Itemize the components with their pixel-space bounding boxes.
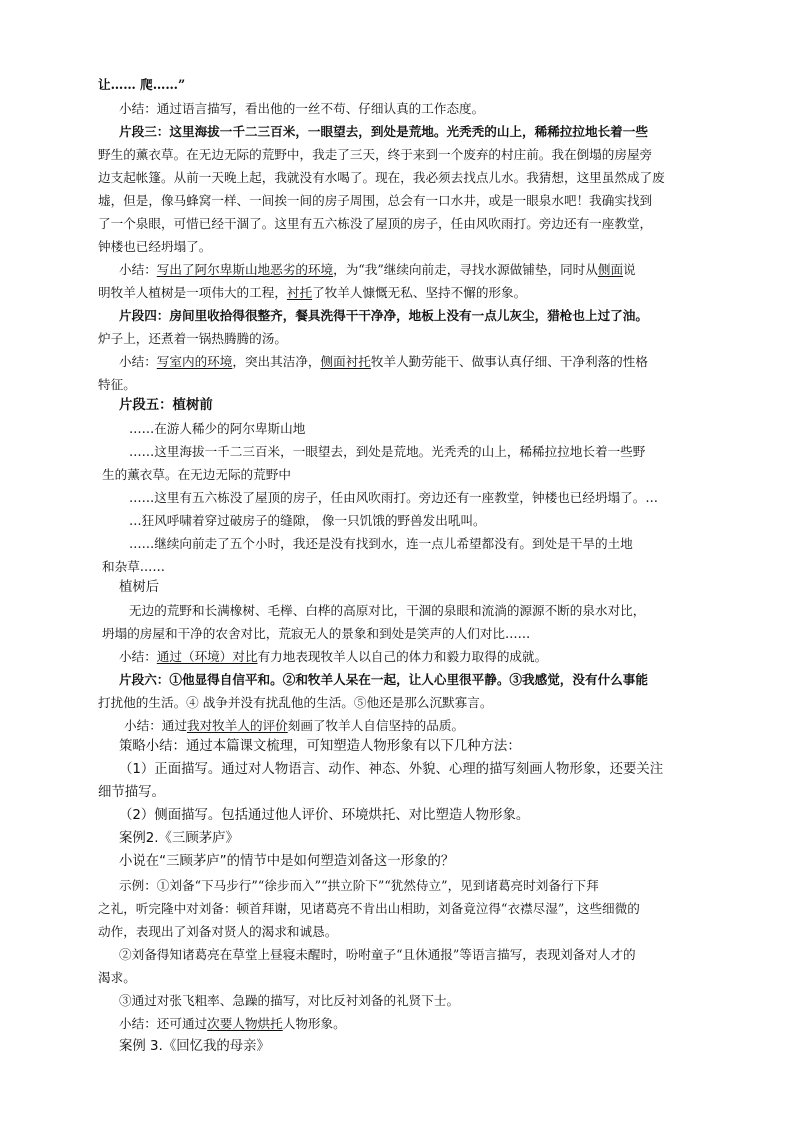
summary-text: 明牧羊人植树是一项伟大的工程， <box>98 285 287 300</box>
excerpt-four-text: 片段四：房间里收拾得很整齐，餐具洗得干干净净，地板上没有一点儿灰尘，猎枪也上过了油。 <box>119 308 648 323</box>
quote-ending: 让…… 爬……” <box>98 77 186 92</box>
summary-line <box>98 283 526 303</box>
example-answer-line: 之礼，听完隆中对刘备：顿首拜谢，见诸葛亮不肯出山相助，刘备竟泣得“衣襟尽湿”，这些细微的 <box>98 901 640 916</box>
example-answer-line: 示例：①刘备“下马步行”“徐步而入”“拱立阶下”“犹然侍立”，见到诸葛亮时刘备行下拜 <box>119 878 599 893</box>
excerpt-five-line: 和杂草…… <box>102 559 165 574</box>
excerpt-three-line: 了一个泉眼，可惜已经干涸了。这里有五六栋没了屋顶的房子，任由风吹雨打。旁边还有一座教堂， <box>98 216 653 231</box>
after-planting-heading: 植树后 <box>119 580 160 595</box>
example-answer-line: ③通过对张飞粗率、急躁的描写，对比反衬刘备的礼贤下士。 <box>119 993 460 1008</box>
case-two-title: 案例2.《三顾茅庐》 <box>119 831 239 846</box>
excerpt-four-line <box>119 306 648 326</box>
excerpt-three-line: 野生的薰衣草。在无边无际的荒野中，我走了三天，终于来到一个废弃的村庄前。我在倒塌的房屋旁 <box>98 147 653 162</box>
strategy-summary: 策略小结：通过本篇课文梳理，可知塑造人物形象有以下几种方法： <box>119 739 521 754</box>
underlined-phrase: 侧面 <box>597 262 624 277</box>
example-answer-line: 动作，表现出了刘备对贤人的渴求和诚恳。 <box>98 924 338 939</box>
strategy-point-1-cont: 细节描写。 <box>98 785 165 800</box>
underlined-phrase: 次要人物烘托 <box>207 1016 283 1031</box>
summary-prefix: 小结： <box>119 354 157 369</box>
summary-prefix: 小结：通过 <box>124 718 187 733</box>
excerpt-five-line: 生的薰衣草。在无边无际的荒野中 <box>102 467 291 482</box>
summary-prefix: 小结： <box>119 262 157 277</box>
underlined-phrase: 写室内的环境 <box>156 354 233 369</box>
summary-prefix: 小结：还可通过 <box>119 1016 208 1031</box>
summary-text: 了牧羊人慷慨无私、坚持不懈的形象。 <box>312 285 527 300</box>
summary-text: 说 <box>623 262 636 277</box>
underlined-phrase: 衬托 <box>286 285 313 300</box>
excerpt-three-line: 边支起帐篷。从前一天晚上起，我就没有水喝了。现在，我必须去找点儿水。我猜想，这里虽然成了废 <box>98 170 665 185</box>
underlined-phrase: 通过（环境）对比 <box>156 649 258 664</box>
excerpt-six-line: 打扰他的生活。④ 战争并没有扰乱他的生活。⑤他还是那么沉默寡言。 <box>98 695 493 710</box>
after-planting-line: 坍塌的房屋和干净的农舍对比，荒寂无人的景象和到处是笑声的人们对比…… <box>102 626 531 641</box>
excerpt-five-line: ……在游人稀少的阿尔卑斯山地 <box>129 421 306 436</box>
summary-line <box>119 1014 346 1034</box>
example-answer-line: ②刘备得知诸葛亮在草堂上昼寝未醒时，吩咐童子“且休通报”等语言描写，表现刘备对人才的 <box>119 947 636 962</box>
excerpt-five-heading: 片段五：植树前 <box>119 398 213 413</box>
excerpt-five-line: ……这里有五六栋没了屋顶的房子，任由风吹雨打。旁边还有一座教堂，钟楼也已经坍塌了。… <box>129 490 658 505</box>
summary-line <box>119 647 547 667</box>
excerpt-five-line: ……这里海拔一千二三百米，一眼望去，到处是荒地。光秃秃的山上，稀稀拉拉地长着一些野 <box>129 444 646 459</box>
summary-line: 小结：通过语言描写，看出他的一丝不苟、仔细认真的工作态度。 <box>119 101 485 116</box>
excerpt-five-line: ……继续向前走了五个小时，我还是没有找到水，连一点儿希望都没有。到处是干旱的土地 <box>129 536 633 551</box>
summary-text: ，为“我”继续向前走，寻找水源做铺垫，同时从 <box>333 262 598 277</box>
summary-text: 刻画了牧羊人自信坚持的品质。 <box>287 718 465 733</box>
excerpt-three-line: 钟楼也已经坍塌了。 <box>98 239 212 254</box>
case-three-title: 案例 3.《回忆我的母亲》 <box>119 1039 270 1054</box>
summary-line: 特征。 <box>98 377 136 392</box>
excerpt-five-line: …狂风呼啸着穿过破房子的缝隙， 像一只饥饿的野兽发出吼叫。 <box>129 513 486 528</box>
example-answer-line: 渴求。 <box>98 970 136 985</box>
underlined-phrase: 侧面衬托 <box>320 354 371 369</box>
summary-text: ，突出其洁净， <box>232 354 321 369</box>
summary-line <box>119 352 648 372</box>
summary-text: 牧羊人勤劳能干、做事认真仔细、干净利落的性格 <box>370 354 648 369</box>
excerpt-three-line <box>119 122 648 142</box>
case-two-question: 小说在“三顾茅庐”的情节中是如何塑造刘备这一形象的？ <box>119 854 455 869</box>
excerpt-three-text: 片段三：这里海拔一千二三百米，一眼望去，到处是荒地。光秃秃的山上，稀稀拉拉地长着一些 <box>119 124 648 139</box>
excerpt-six-text: 片段六：①他显得自信平和。②和牧羊人呆在一起，让人心里很平静。③我感觉，没有什么事能 <box>119 672 648 687</box>
excerpt-four-line: 炉子上，还煮着一锅热腾腾的汤。 <box>98 331 287 346</box>
summary-text: 有力地表现牧羊人以自己的体力和毅力取得的成就。 <box>257 649 548 664</box>
after-planting-line: 无边的荒野和长满橡树、毛榉、白桦的高原对比，干涸的泉眼和流淌的源源不断的泉水对比， <box>129 603 646 618</box>
strategy-point-2: （2）侧面描写。包括通过他人评价、环境烘托、对比塑造人物形象。 <box>119 808 530 823</box>
strategy-point-1: （1）正面描写。通过对人物语言、动作、神态、外貌、心理的描写刻画人物形象，还要关注 <box>119 762 664 777</box>
summary-line <box>124 716 464 736</box>
summary-line <box>119 260 636 280</box>
underlined-phrase: 写出了阿尔卑斯山地恶劣的环境 <box>156 262 334 277</box>
summary-prefix: 小结： <box>119 649 157 664</box>
excerpt-six-line <box>119 670 648 690</box>
underlined-phrase: 我对牧羊人的评价 <box>186 718 288 733</box>
summary-text: 人物形象。 <box>282 1016 346 1031</box>
excerpt-three-line: 墟，但是，像马蜂窝一样、一间挨一间的房子周围，总会有一口水井，或是一眼泉水吧！我确实找到 <box>98 193 653 208</box>
